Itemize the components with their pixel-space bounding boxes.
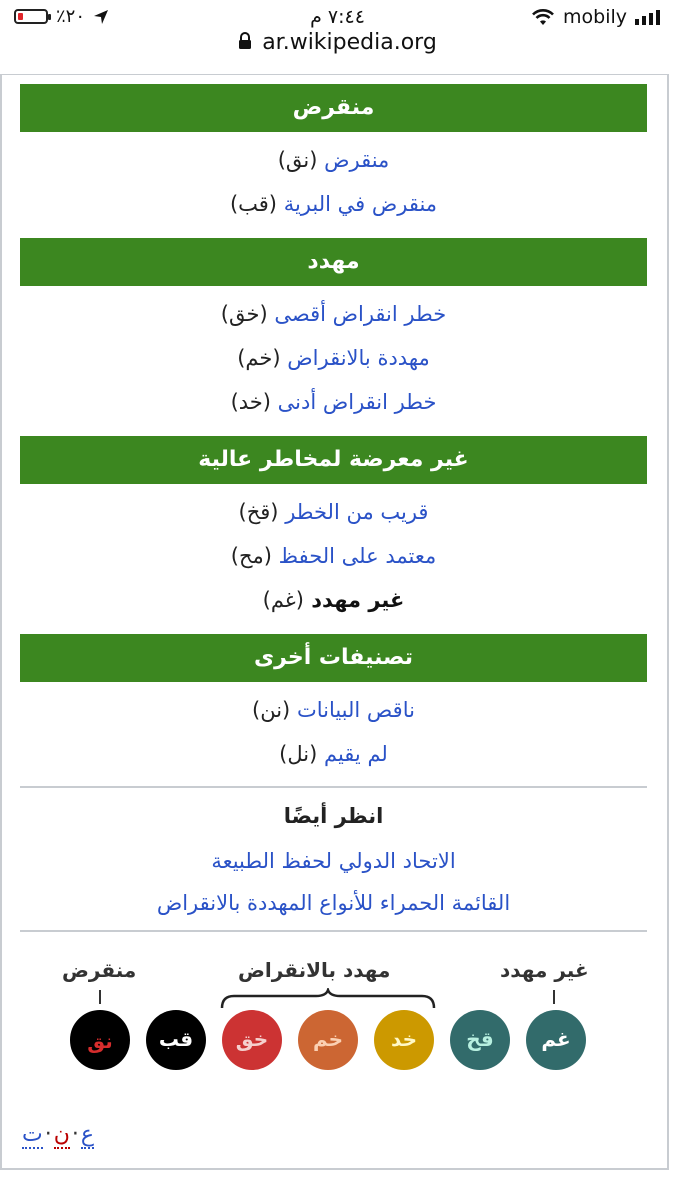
status-right — [531, 6, 661, 28]
status-circle-ex[interactable]: نق — [70, 1010, 130, 1070]
list-item-current — [20, 580, 647, 624]
see-also-link-iucn[interactable]: الاتحاد الدولي لحفظ الطبيعة — [211, 849, 456, 873]
status-circle-ew[interactable]: قب — [146, 1010, 206, 1070]
status-link[interactable]: ناقص البيانات — [296, 698, 415, 722]
list-item — [20, 338, 647, 382]
category-header: مهدد — [20, 238, 647, 286]
navbox-link-view[interactable]: ع — [80, 1122, 95, 1147]
threatened-brace — [220, 988, 436, 1010]
status-link[interactable]: لم يقيم — [323, 742, 388, 766]
navbox-link-talk[interactable]: ن — [53, 1122, 70, 1147]
status-code: (خم) — [237, 346, 281, 370]
url-text: ar.wikipedia.org — [262, 30, 437, 55]
legend-label-extinct: منقرض — [62, 958, 137, 982]
status-link[interactable]: منقرض — [324, 148, 390, 172]
status-code: (قب) — [229, 192, 277, 216]
status-link[interactable]: خطر انقراض أدنى — [277, 390, 437, 414]
navbox-link-edit[interactable]: ت — [22, 1122, 43, 1147]
status-link[interactable]: قريب من الخطر — [285, 500, 429, 524]
status-code: (قخ) — [238, 500, 279, 524]
status-link[interactable]: خطر انقراض أقصى — [274, 302, 447, 326]
category-threatened — [20, 238, 647, 426]
category-lower-risk — [20, 436, 647, 624]
legend-tick — [99, 990, 101, 1004]
list-item — [20, 690, 647, 734]
status-circle-cr[interactable]: خق — [222, 1010, 282, 1070]
category-header: منقرض — [20, 84, 647, 132]
see-also-section — [20, 786, 647, 932]
navbox-links — [22, 1122, 94, 1147]
status-link[interactable]: مهددة بالانقراض — [287, 346, 430, 370]
list-item — [20, 492, 647, 536]
list-item — [20, 536, 647, 580]
category-header: غير معرضة لمخاطر عالية — [20, 436, 647, 484]
url-bar[interactable] — [0, 30, 675, 64]
category-header: تصنيفات أخرى — [20, 634, 647, 682]
status-categories — [20, 84, 647, 788]
status-code: (غم) — [262, 588, 304, 612]
legend-label-not-threatened: غير مهدد — [500, 958, 589, 982]
category-other — [20, 634, 647, 778]
wifi-icon — [531, 8, 555, 26]
carrier-name: mobily — [563, 6, 627, 28]
signal-bars-icon — [635, 9, 661, 25]
separator-dot: · — [71, 1122, 79, 1147]
status-link[interactable]: منقرض في البرية — [283, 192, 438, 216]
status-code: (مح) — [230, 544, 272, 568]
separator-dot: · — [44, 1122, 52, 1147]
status-bar — [0, 0, 675, 34]
battery-percent: ٪٢٠ — [56, 6, 86, 27]
status-code: (خد) — [230, 390, 271, 414]
status-circle-en[interactable]: خم — [298, 1010, 358, 1070]
status-time: ٧:٤٤ م — [310, 6, 365, 28]
list-item — [20, 294, 647, 338]
status-code: (خق) — [220, 302, 268, 326]
list-item — [20, 382, 647, 426]
category-extinct — [20, 84, 647, 228]
status-circle-nt[interactable]: قخ — [450, 1010, 510, 1070]
current-status-label: غير مهدد — [311, 588, 405, 612]
legend-label-threatened: مهدد بالانقراض — [238, 958, 391, 982]
status-code: (نن) — [252, 698, 291, 722]
see-also-title: انظر أيضًا — [283, 804, 384, 828]
list-item — [20, 734, 647, 778]
see-also-link-redlist[interactable]: القائمة الحمراء للأنواع المهددة بالانقراض — [156, 891, 511, 915]
legend-tick — [553, 990, 555, 1004]
status-code: (نل) — [279, 742, 318, 766]
list-item — [20, 184, 647, 228]
status-link[interactable]: معتمد على الحفظ — [278, 544, 437, 568]
status-circle-vu[interactable]: خد — [374, 1010, 434, 1070]
lock-icon — [238, 31, 252, 56]
status-circle-lc[interactable]: غم — [526, 1010, 586, 1070]
status-code: (نق) — [277, 148, 318, 172]
list-item — [20, 140, 647, 184]
